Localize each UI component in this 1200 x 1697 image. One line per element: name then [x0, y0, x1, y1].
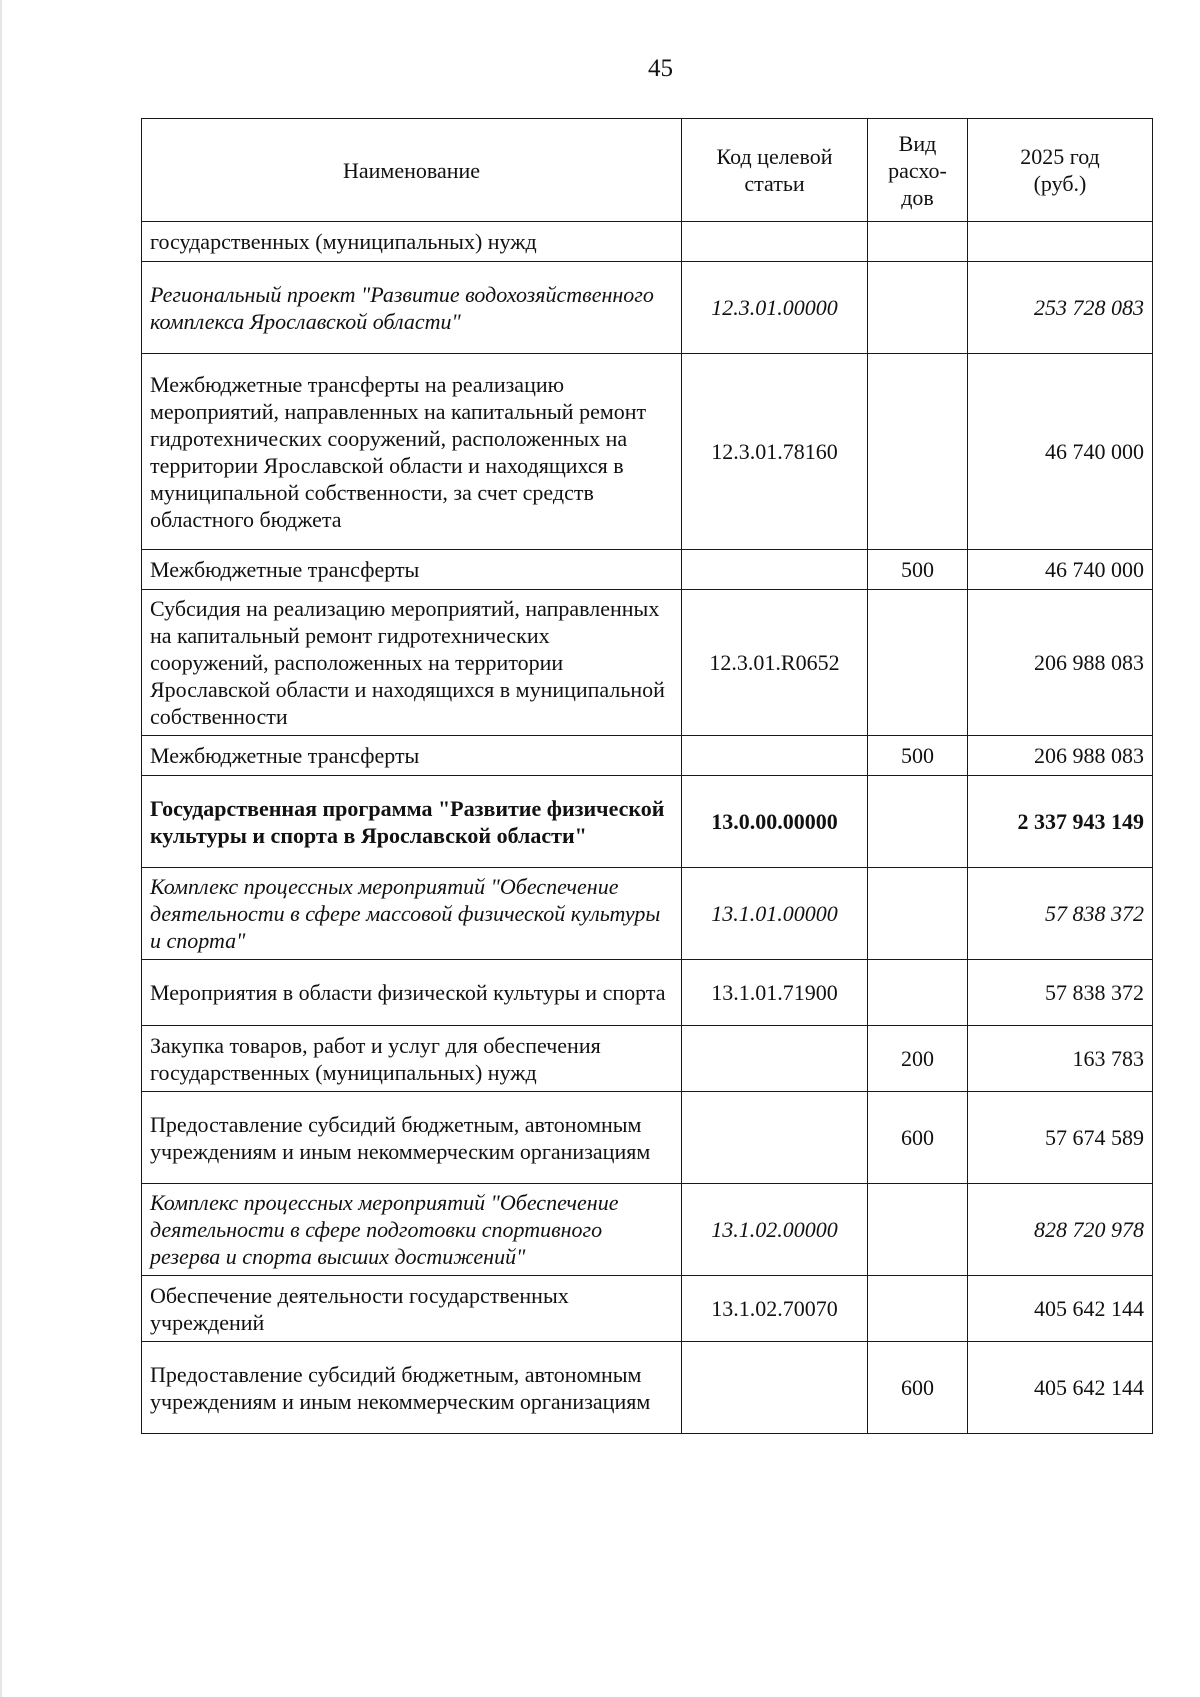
- row-name: государственных (муниципальных) нужд: [142, 222, 682, 262]
- row-name: Межбюджетные трансферты: [142, 550, 682, 590]
- row-sum: 828 720 978: [968, 1184, 1153, 1276]
- row-sum: 206 988 083: [968, 736, 1153, 776]
- row-type: [868, 868, 968, 960]
- row-name: Комплекс процессных мероприятий "Обеспечение деятельности в сфере подготовки спортивного резерва и спорта высших достижений": [142, 1184, 682, 1276]
- row-code: 13.1.02.00000: [682, 1184, 868, 1276]
- row-sum: 2 337 943 149: [968, 776, 1153, 868]
- row-code: [682, 1342, 868, 1434]
- row-type: [868, 960, 968, 1026]
- row-sum: 57 674 589: [968, 1092, 1153, 1184]
- row-name: Предоставление субсидий бюджетным, автономным учреждениям и иным некоммерческим организациям: [142, 1092, 682, 1184]
- header-name: Наименование: [142, 119, 682, 222]
- table-row: [142, 776, 1153, 868]
- row-name: Межбюджетные трансферты: [142, 736, 682, 776]
- table-row: [142, 354, 1153, 550]
- row-name: Комплекс процессных мероприятий "Обеспечение деятельности в сфере массовой физической культуры и спорта": [142, 868, 682, 960]
- table-row: [142, 1276, 1153, 1342]
- table-row: [142, 262, 1153, 354]
- table-row: [142, 222, 1153, 262]
- table-row: [142, 960, 1153, 1026]
- row-type: [868, 1276, 968, 1342]
- budget-table: [141, 118, 1153, 1434]
- row-sum: 405 642 144: [968, 1276, 1153, 1342]
- row-type: [868, 222, 968, 262]
- row-type: 500: [868, 736, 968, 776]
- row-type: 600: [868, 1092, 968, 1184]
- row-name: Межбюджетные трансферты на реализацию мероприятий, направленных на капитальный ремонт гидротехнических сооружений, расположенных на территории Ярославской области и находящихся в муниципальной собственности, за счет средств областного бюджета: [142, 354, 682, 550]
- row-sum: 46 740 000: [968, 354, 1153, 550]
- row-sum: 253 728 083: [968, 262, 1153, 354]
- row-type: [868, 590, 968, 736]
- row-name: Предоставление субсидий бюджетным, автономным учреждениям и иным некоммерческим организациям: [142, 1342, 682, 1434]
- row-sum: 206 988 083: [968, 590, 1153, 736]
- row-code: 12.3.01.R0652: [682, 590, 868, 736]
- row-code: 13.1.02.70070: [682, 1276, 868, 1342]
- header-type: Вид расхо- дов: [868, 119, 968, 222]
- row-code: [682, 1092, 868, 1184]
- table-row: [142, 868, 1153, 960]
- row-name: Закупка товаров, работ и услуг для обеспечения государственных (муниципальных) нужд: [142, 1026, 682, 1092]
- row-name: Обеспечение деятельности государственных учреждений: [142, 1276, 682, 1342]
- row-name: Субсидия на реализацию мероприятий, направленных на капитальный ремонт гидротехнических сооружений, расположенных на территории Ярославской области и находящихся в муниципальной собственности: [142, 590, 682, 736]
- row-code: 12.3.01.78160: [682, 354, 868, 550]
- row-code: 12.3.01.00000: [682, 262, 868, 354]
- row-sum: 163 783: [968, 1026, 1153, 1092]
- row-type: [868, 262, 968, 354]
- table-row: [142, 736, 1153, 776]
- row-sum: 57 838 372: [968, 868, 1153, 960]
- scan-edge: [0, 0, 2, 1697]
- row-type: 200: [868, 1026, 968, 1092]
- row-type: [868, 1184, 968, 1276]
- row-sum: 57 838 372: [968, 960, 1153, 1026]
- row-code: 13.1.01.71900: [682, 960, 868, 1026]
- row-type: 600: [868, 1342, 968, 1434]
- row-code: 13.1.01.00000: [682, 868, 868, 960]
- row-sum: 46 740 000: [968, 550, 1153, 590]
- row-name: Региональный проект "Развитие водохозяйственного комплекса Ярославской области": [142, 262, 682, 354]
- row-type: 500: [868, 550, 968, 590]
- table-header-row: [142, 119, 1153, 222]
- table-row: [142, 1092, 1153, 1184]
- row-code: [682, 1026, 868, 1092]
- row-code: [682, 222, 868, 262]
- row-code: [682, 736, 868, 776]
- row-name: Мероприятия в области физической культуры и спорта: [142, 960, 682, 1026]
- table-row: [142, 1026, 1153, 1092]
- row-sum: [968, 222, 1153, 262]
- table-row: [142, 550, 1153, 590]
- row-type: [868, 354, 968, 550]
- page-number: 45: [648, 55, 673, 82]
- row-code: [682, 550, 868, 590]
- table-row: [142, 1342, 1153, 1434]
- row-code: 13.0.00.00000: [682, 776, 868, 868]
- header-sum: 2025 год (руб.): [968, 119, 1153, 222]
- header-code: Код целевой статьи: [682, 119, 868, 222]
- row-type: [868, 776, 968, 868]
- table-row: [142, 1184, 1153, 1276]
- row-name: Государственная программа "Развитие физической культуры и спорта в Ярославской области": [142, 776, 682, 868]
- row-sum: 405 642 144: [968, 1342, 1153, 1434]
- table-row: [142, 590, 1153, 736]
